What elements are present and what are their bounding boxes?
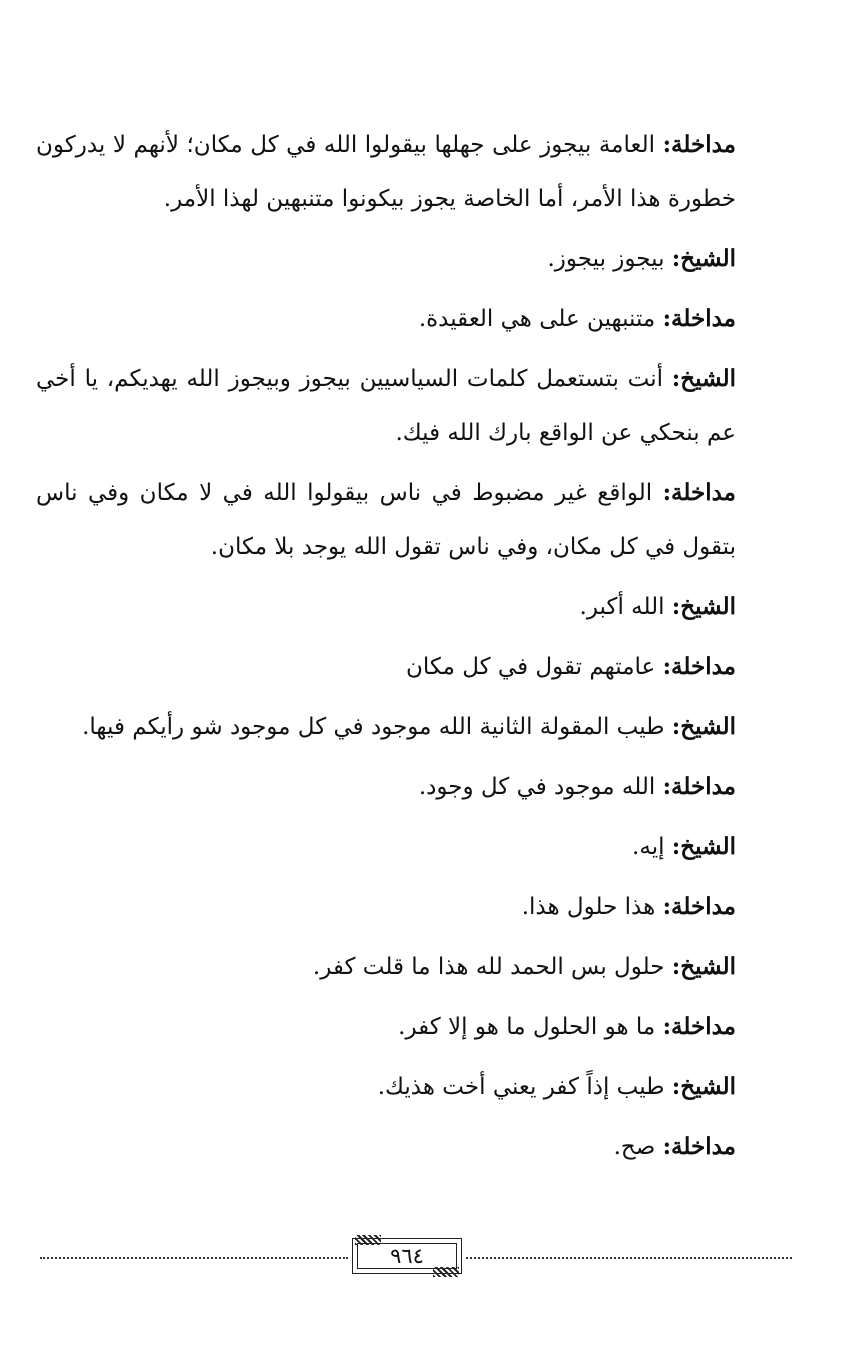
paragraph-text: الله أكبر. xyxy=(579,594,672,620)
paragraph xyxy=(36,880,796,934)
speaker-label: مداخلة: xyxy=(662,893,736,920)
dialogue-text xyxy=(36,118,796,1180)
speaker-label: الشيخ: xyxy=(671,713,736,740)
speaker-label: مداخلة: xyxy=(662,131,736,158)
paragraph-text: ما هو الحلول ما هو إلا كفر. xyxy=(398,1014,663,1040)
speaker-label: مداخلة: xyxy=(662,773,736,800)
paragraph-text: طيب إذاً كفر يعني أخت هذيك. xyxy=(377,1074,672,1100)
paragraph xyxy=(36,940,796,994)
dotted-rule xyxy=(466,1257,792,1259)
paragraph xyxy=(36,760,796,814)
paragraph xyxy=(36,292,796,346)
ornament-icon xyxy=(433,1267,459,1277)
speaker-label: الشيخ: xyxy=(671,1073,736,1100)
paragraph-text: بيجوز بيجوز. xyxy=(547,246,672,272)
speaker-label: مداخلة: xyxy=(662,1133,736,1160)
speaker-label: مداخلة: xyxy=(662,479,736,506)
paragraph xyxy=(36,118,796,226)
paragraph xyxy=(36,580,796,634)
paragraph xyxy=(36,1060,796,1114)
speaker-label: الشيخ: xyxy=(671,833,736,860)
paragraph xyxy=(36,1000,796,1054)
speaker-label: الشيخ: xyxy=(671,245,736,272)
paragraph xyxy=(36,1120,796,1174)
page-footer xyxy=(40,1238,792,1278)
paragraph-text: متنبهين على هي العقيدة. xyxy=(418,306,663,332)
dotted-rule xyxy=(40,1257,348,1259)
speaker-label: مداخلة: xyxy=(662,305,736,332)
paragraph-text: الله موجود في كل وجود. xyxy=(418,774,663,800)
paragraph-text: أنت بتستعمل كلمات السياسيين بيجوز وبيجوز الله يهديكم، يا أخي عم بنحكي عن الواقع بارك الله فيك. xyxy=(36,366,736,446)
paragraph xyxy=(36,640,796,694)
paragraph-text: طيب المقولة الثانية الله موجود في كل موجود شو رأيكم فيها. xyxy=(82,714,672,740)
page-number: ٩٦٤ xyxy=(390,1244,424,1268)
speaker-label: الشيخ: xyxy=(671,593,736,620)
paragraph-text: حلول بس الحمد لله هذا ما قلت كفر. xyxy=(312,954,672,980)
paragraph xyxy=(36,700,796,754)
paragraph-text: عامتهم تقول في كل مكان xyxy=(406,654,663,680)
speaker-label: مداخلة: xyxy=(662,653,736,680)
paragraph-text: إيه. xyxy=(632,834,672,860)
paragraph-text: هذا حلول هذا. xyxy=(521,894,663,920)
paragraph xyxy=(36,352,796,460)
page-number-frame xyxy=(352,1238,462,1274)
paragraph-text: صح. xyxy=(613,1134,663,1160)
speaker-label: الشيخ: xyxy=(671,365,736,392)
speaker-label: الشيخ: xyxy=(671,953,736,980)
speaker-label: مداخلة: xyxy=(662,1013,736,1040)
paragraph xyxy=(36,232,796,286)
paragraph xyxy=(36,820,796,874)
paragraph-text: الواقع غير مضبوط في ناس بيقولوا الله في لا مكان وفي ناس بتقول في كل مكان، وفي ناس تقول الله يوجد بلا مكان. xyxy=(36,480,736,560)
paragraph-text: العامة بيجوز على جهلها بيقولوا الله في كل مكان؛ لأنهم لا يدركون خطورة هذا الأمر، أما الخاصة يجوز بيكونوا متنبهين لهذا الأمر. xyxy=(36,132,736,212)
paragraph xyxy=(36,466,796,574)
